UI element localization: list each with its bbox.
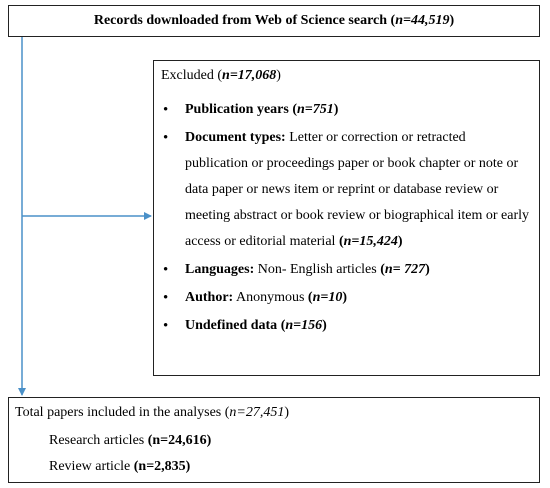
bullet-icon: • [163, 262, 169, 278]
included-papers-box [8, 397, 540, 483]
included-heading: Total papers included in the analyses (n=27,451) [15, 405, 290, 420]
research-articles-line: Research articles (n=24,616) [49, 433, 212, 448]
exclusion-item-undefined-data: • Undefined data (n=156) [161, 313, 531, 339]
included-count: n=27,451 [229, 405, 285, 420]
review-article-count: (n=2,835) [133, 459, 191, 474]
research-articles-count: (n=24,616) [147, 433, 212, 448]
bullet-icon: • [163, 318, 169, 334]
records-downloaded-box [8, 5, 540, 37]
bullet-icon: • [163, 130, 169, 146]
bullet-icon: • [163, 290, 169, 306]
review-article-line: Review article (n=2,835) [49, 459, 191, 474]
records-downloaded-label: Records downloaded from Web of Science search (n=44,519) [93, 13, 455, 28]
exclusion-item-languages: • Languages: Non- English articles (n= 727) [161, 257, 531, 283]
excluded-count: n=17,068 [222, 68, 277, 83]
exclusion-criteria-list [161, 97, 531, 341]
excluded-heading: Excluded (n=17,068) [161, 68, 281, 83]
records-count: n=44,519 [395, 13, 450, 28]
exclusion-item-document-types: • Document types: Letter or correction or retracted publication or proceedings paper or book chapter or note or data paper or news item or reprint or database review or meeting abstract or book review or biographical item or early access or editorial material (n=15,424) [161, 125, 531, 255]
excluded-box [153, 60, 540, 376]
bullet-icon: • [163, 102, 169, 118]
exclusion-item-author: • Author: Anonymous (n=10) [161, 285, 531, 311]
exclusion-item-publication-years: • Publication years (n=751) [161, 97, 531, 123]
